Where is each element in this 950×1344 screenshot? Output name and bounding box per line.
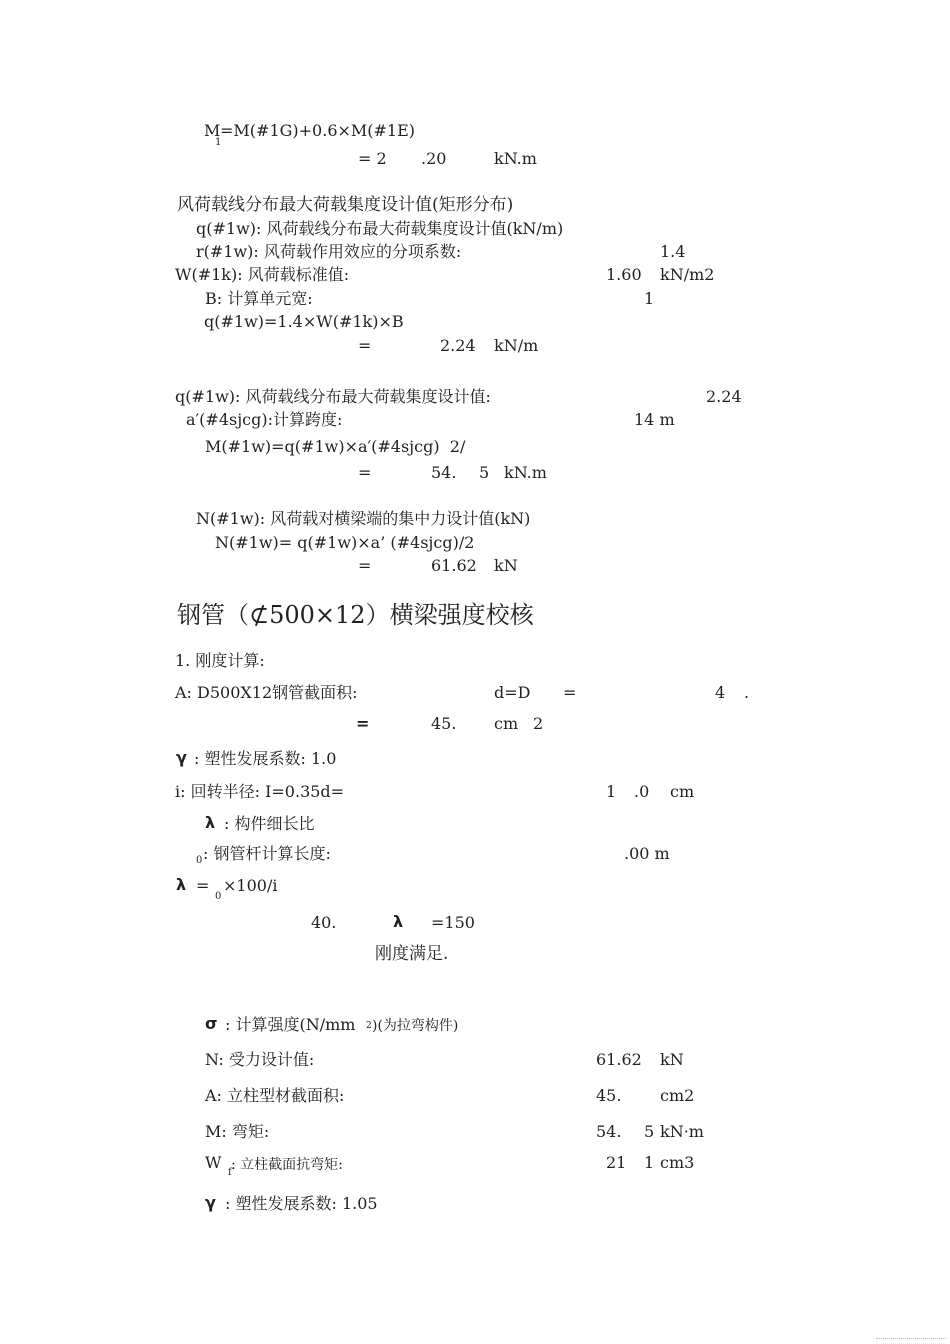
section-modulus-value-part1: 21 [606, 1153, 627, 1172]
column-area-value: 45. [596, 1086, 622, 1105]
force-value: 61.62 [596, 1050, 642, 1069]
radius-definition: i: 回转半径: I=0.35d= [175, 782, 345, 801]
m1-equals: = 2 [358, 149, 387, 168]
wind-moment-q-value: 2.24 [706, 387, 742, 406]
wind-force-unit: kN [494, 556, 518, 575]
section-modulus-label: W [205, 1153, 222, 1172]
l0-definition: : 钢管杆计算长度: [203, 844, 331, 863]
wind-q-definition: q(#1w): 风荷载线分布最大荷载集度设计值(kN/m) [196, 219, 564, 238]
span-definition: a′(#4sjcg):计算跨度: [186, 410, 343, 429]
wind-b-definition: B: 计算单元宽: [205, 289, 313, 308]
wind-q-equals: = [358, 336, 372, 355]
l0-subscript: 0 [196, 855, 203, 866]
wind-force-equals: = [358, 556, 372, 575]
wind-moment-value-part1: 54. [431, 463, 457, 482]
m1-unit: kN.m [494, 149, 537, 168]
lambda-formula-subscript: 0 [215, 891, 222, 902]
column-area-definition: A: 立柱型材截面积: [205, 1086, 345, 1105]
sigma-note: )(为拉弯构件) [372, 1018, 459, 1034]
section-modulus-unit: cm3 [660, 1153, 695, 1172]
lambda-symbol: λ [205, 813, 216, 832]
wind-q-unit: kN/m [494, 336, 539, 355]
area-diameter: d=D [494, 683, 531, 702]
radius-value-part1: 1 [606, 782, 617, 801]
moment-unit: kN·m [660, 1122, 704, 1141]
section-modulus-subscript: f [228, 1167, 232, 1178]
area-value-2: 45. [431, 714, 457, 733]
area-unit-exponent: 2 [533, 714, 544, 733]
m1-label: M [204, 121, 221, 140]
lambda-limit: =150 [431, 913, 475, 932]
area-value: 4 [715, 683, 726, 702]
stiffness-heading: 1. 刚度计算: [175, 651, 265, 670]
lambda-definition: : 构件细长比 [224, 814, 315, 833]
column-area-unit: cm2 [660, 1086, 695, 1105]
wind-w-unit: kN/m2 [660, 265, 715, 284]
m1-value: .20 [421, 149, 447, 168]
lambda-symbol-2: λ [393, 912, 404, 931]
wind-r-definition: r(#1w): 风荷载作用效应的分项系数: [196, 242, 462, 261]
gamma-definition: : 塑性发展系数: 1.0 [194, 749, 337, 768]
lambda-value: 40. [311, 913, 337, 932]
area-definition: A: D500X12钢管截面积: [175, 683, 358, 702]
area-equals-2: = [356, 714, 370, 733]
gamma-symbol: γ [176, 748, 187, 767]
area-dot: . [744, 683, 750, 702]
wind-moment-unit: kN.m [504, 463, 547, 482]
wind-moment-value-part2: 5 [479, 463, 490, 482]
wind-moment-formula: M(#1w)=q(#1w)×a′(#4sjcg) 2/ [205, 437, 466, 456]
stiffness-conclusion: 刚度满足. [375, 944, 449, 964]
m1-expression: =M(#1G)+0.6×M(#1E) [220, 121, 416, 140]
lambda-formula-rest: ×100/i [223, 876, 278, 895]
section-modulus-value-part2: 1 [644, 1153, 655, 1172]
wind-q-formula: q(#1w)=1.4×W(#1k)×B [204, 312, 404, 331]
sigma-definition: : 计算强度(N/mm [225, 1015, 356, 1034]
wind-r-value: 1.4 [660, 242, 686, 261]
wind-title: 风荷载线分布最大荷载集度设计值(矩形分布) [177, 195, 514, 215]
moment-definition: M: 弯矩: [205, 1122, 270, 1141]
span-value: 14 m [634, 410, 675, 429]
wind-w-value: 1.60 [606, 265, 642, 284]
sigma-unit-exponent: 2 [366, 1021, 372, 1031]
radius-value-part2: .0 [634, 782, 650, 801]
wind-force-formula: N(#1w)= q(#1w)×a’ (#4sjcg)/2 [215, 533, 475, 552]
force-unit: kN [660, 1050, 684, 1069]
force-definition: N: 受力设计值: [205, 1050, 315, 1069]
moment-value-part1: 54. [596, 1122, 622, 1141]
l0-value: .00 m [624, 844, 670, 863]
section-title: 钢管（⊄500×12）横梁强度校核 [177, 601, 534, 629]
gamma-symbol-2: γ [205, 1193, 216, 1212]
section-modulus-definition: : 立柱截面抗弯矩: [231, 1157, 343, 1173]
moment-value-part2: 5 [644, 1122, 655, 1141]
wind-moment-equals: = [358, 463, 372, 482]
area-equals: = [563, 683, 577, 702]
lambda-formula-symbol: λ [176, 875, 187, 894]
sigma-symbol: σ [205, 1014, 218, 1033]
wind-moment-q-definition: q(#1w): 风荷载线分布最大荷载集度设计值: [175, 387, 491, 406]
lambda-formula-equals: = [196, 876, 210, 895]
wind-w-definition: W(#1k): 风荷载标准值: [175, 265, 350, 284]
m1-subscript: 1 [215, 137, 222, 148]
wind-force-definition: N(#1w): 风荷载对横梁端的集中力设计值(kN) [196, 509, 531, 528]
page-corner-mark [876, 1338, 946, 1342]
wind-force-value: 61.62 [431, 556, 477, 575]
wind-b-value: 1 [644, 289, 655, 308]
gamma-definition-2: : 塑性发展系数: 1.05 [225, 1194, 378, 1213]
area-unit: cm [494, 714, 519, 733]
wind-q-value: 2.24 [440, 336, 476, 355]
radius-unit: cm [670, 782, 695, 801]
